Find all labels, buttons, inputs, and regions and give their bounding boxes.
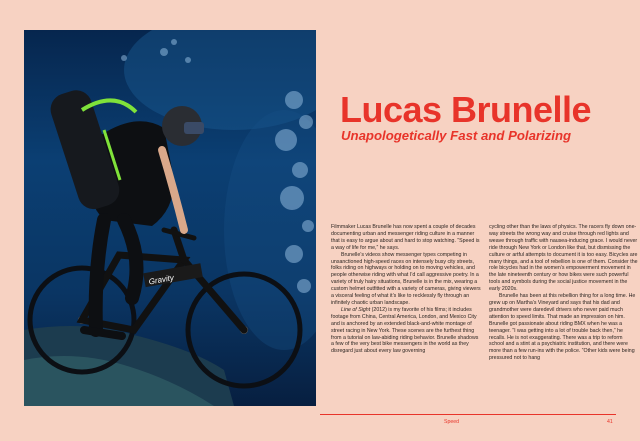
dive-mask — [184, 122, 204, 134]
body-column-right — [489, 224, 639, 362]
photo-illustration — [24, 30, 316, 406]
cover-photo-diver-cyclist — [24, 30, 316, 406]
paragraph: Brunelle’s videos show messenger types competing in unsanctioned high-speed races on intensely busy city streets, folks riding on highways or holding on to moving vehicles, and people otherwise riding with what I’d call aggressive poetry. In a variety of truly hairy situations, Brunelle is in the mix, wearing a custom helmet outfitted with a variety of cameras, giving viewers a visceral feeling of what it’s like to recklessly fly through an infinitely chaotic urban landscape. — [331, 251, 481, 306]
footer-rule — [320, 414, 616, 415]
water-haze — [224, 110, 316, 350]
paragraph: Filmmaker Lucas Brunelle has now spent a couple of decades documenting urban and messenger riding culture in a manner that is easy to argue about and hard to stop watching. “Speed is a way of life for me,” he says. — [331, 224, 480, 251]
article-subtitle: Unapologetically Fast and Polarizing — [341, 128, 572, 143]
bike-brand-label: Gravity — [148, 273, 175, 287]
footer-section-label: Speed — [444, 419, 460, 425]
paragraph — [331, 307, 481, 355]
diver-leg-right — [96, 220, 104, 330]
paragraph-text: (2012) is my favorite of his films; it includes footage from China, Central America, London, and Mexico City and is anchored by an extended black-and-white montage of street racing in New York. These scenes are the furthest thing from a tutorial on law-abiding riding behavior. Brunelle shadows a few of the very best bike messengers in the world as they disregard just about every law governing — [331, 306, 479, 355]
page-number: 41 — [607, 419, 613, 425]
article-title: Lucas Brunelle — [340, 89, 592, 130]
paragraph: Brunelle has been at this rebellion thing for a long time. He grew up on Martha’s Vineyard and says that his dad and grandmother were daredevil drivers who never paid much attention to speed limits. That made an impression on him. Brunelle got passionate about riding BMX when he was a teenager. “I was getting into a lot of trouble back then,” he recalls. He is not exaggerating. There was a trip to reform school and a stint at a psychiatric institution, and there were more than a few run-ins with the police. “Other kids were being pressured not to hang — [489, 293, 636, 362]
body-column-left — [331, 224, 481, 355]
paragraph: cycling other than the laws of physics. The racers fly down one-way streets the wrong way and cruise through red lights and weave through traffic with nausea-inducing grace. I would never ride through New York or London like that, but dismissing the culture or artful attempts to document it is too easy. Bicycles are many things, and a tool of rebellion is one of them. Consider the role bicycles had in the women’s empowerment movement in the late nineteenth century or how bikes were such powerful tools and symbols during the social justice movement in the early 2020s. — [489, 224, 638, 293]
film-title: Line of Sight — [341, 306, 371, 313]
